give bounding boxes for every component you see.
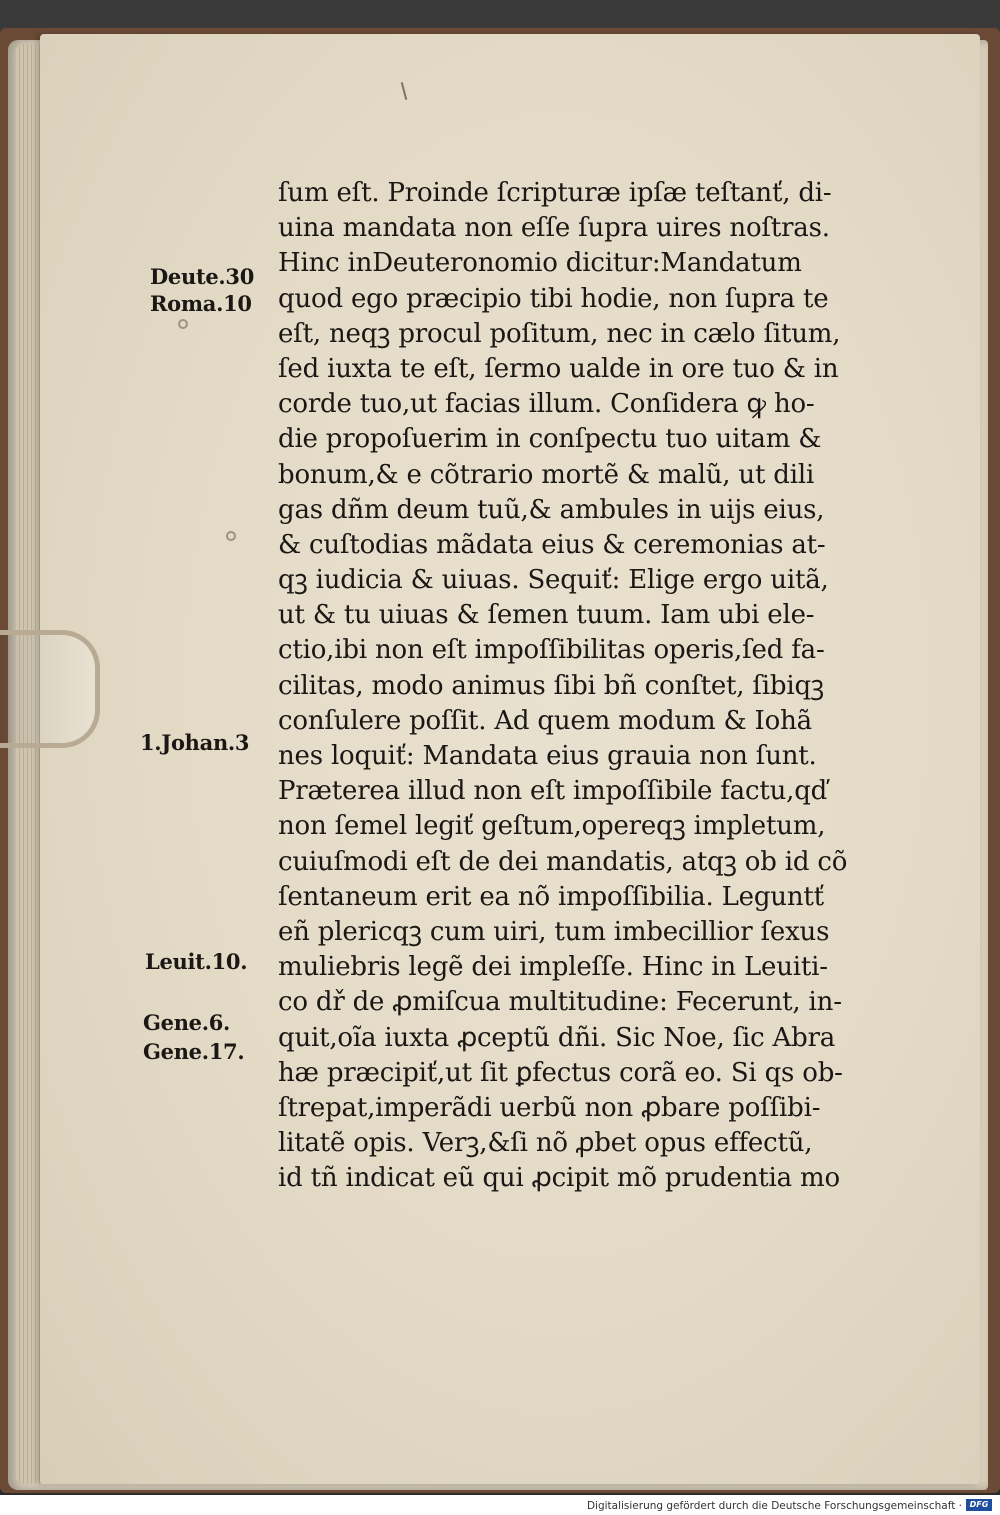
page-hole: [178, 319, 188, 329]
text-line: co dř de ꝓmiſcua multitudine: Fecerunt, in-: [278, 987, 842, 1018]
footer-credit: Digitalisierung gefördert durch die Deutsche Forschungsgemeinschaft ·: [586, 1500, 962, 1512]
text-line: quod ego præcipio tibi hodie, non ſupra te: [278, 283, 829, 314]
text-line: qꝫ iudicia & uiuas. Sequiť: Elige ergo uitã,: [278, 565, 829, 596]
text-line: die propoſuerim in conſpectu tuo uitam &: [278, 424, 822, 455]
text-line: gas dñm deum tuũ,& ambules in uijs eius,: [278, 494, 825, 525]
text-line: muliebris legẽ dei impleſſe. Hinc in Leuiti-: [278, 952, 828, 983]
book-clasp: [0, 630, 100, 748]
text-line: litatẽ opis. Verꝫ,&ſi nõ ꝓbet opus effectũ,: [278, 1128, 813, 1159]
text-line: ut & tu uiuas & ſemen tuum. Iam ubi ele-: [278, 600, 815, 631]
text-line: uina mandata non eſſe ſupra uires noſtras.: [278, 213, 830, 244]
margin-note: Leuit.10.: [145, 949, 248, 974]
text-line: ſed iuxta te eſt, ſermo ualde in ore tuo & in: [278, 353, 839, 384]
text-line: ſtrepat,imperãdi uerbũ non ꝓbare poſſibi-: [278, 1092, 821, 1123]
text-line: eſt, neqꝫ procul poſitum, nec in cælo ſitum,: [278, 318, 841, 349]
margin-note: Gene.6.: [143, 1010, 231, 1035]
dfg-logo: DFG: [966, 1499, 992, 1511]
margin-note: Gene.17.: [143, 1039, 245, 1064]
margin-note: Roma.10: [150, 291, 252, 316]
text-line: ſum eſt. Proinde ſcripturæ ipſæ teſtanť, di-: [278, 178, 832, 208]
text-line: Præterea illud non eſt impoſſibile factu,qď: [278, 776, 828, 807]
text-line: corde tuo,ut facias illum. Conſidera ꝙ ho-: [278, 389, 815, 420]
text-line: bonum,& e cõtrario mortẽ & malũ, ut dili: [278, 459, 815, 490]
text-line: conſulere poſſit. Ad quem modum & Iohã: [278, 705, 812, 736]
text-line: cilitas, modo animus ſibi bñ conſtet, ſibiqꝫ: [278, 670, 825, 701]
text-line: ctio,ibi non eſt impoſſibilitas operis,ſed fa-: [278, 635, 825, 666]
text-line: quit,oĩa iuxta ꝓceptũ dñi. Sic Noe, ſic Abra: [278, 1022, 836, 1053]
page-hole: [226, 531, 236, 541]
text-line: ſentaneum erit ea nõ impoſſibilia. Leguntť: [278, 881, 824, 912]
text-line: Hinc inDeuteronomio dicitur:Mandatum: [278, 248, 802, 279]
main-text-block: [278, 176, 900, 1196]
text-line: id tñ indicat eũ qui ꝓcipit mõ prudentia mo: [278, 1163, 840, 1194]
text-line: nes loquiť: Mandata eius grauia non ſunt.: [278, 741, 817, 771]
margin-note: 1.Johan.3: [140, 730, 250, 755]
text-line: hæ præcipiť,ut ſit ꝑfectus corã eo. Si qs ob-: [278, 1057, 843, 1088]
text-line: eñ plericqꝫ cum uiri, tum imbecillior ſexus: [278, 916, 830, 947]
margin-note: Deute.30: [150, 264, 255, 289]
text-line: cuiuſmodi eſt de dei mandatis, atqꝫ ob id cõ: [278, 846, 848, 877]
text-line: & cuſtodias mãdata eius & ceremonias at-: [278, 529, 826, 560]
text-line: non ſemel legiť geſtum,opereqꝫ impletum,: [278, 811, 826, 842]
